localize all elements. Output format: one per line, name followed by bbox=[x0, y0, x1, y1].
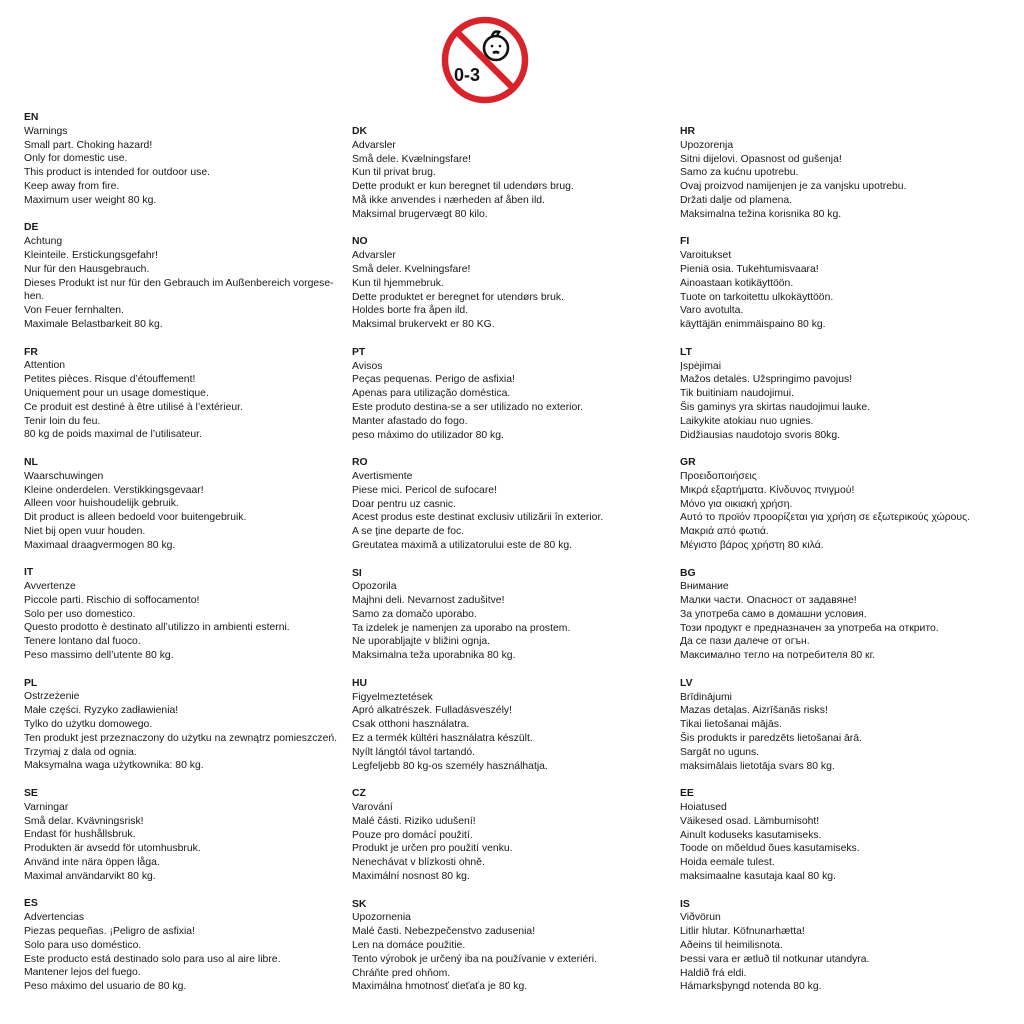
warning-heading: Varningar bbox=[24, 801, 69, 813]
warning-line: Endast för hushållsbruk. bbox=[24, 829, 136, 841]
warning-line: Små delar. Kvävningsrisk! bbox=[24, 815, 144, 827]
warning-line: Ten produkt jest przeznaczony do użytku na zewnątrz pomieszczeń. bbox=[24, 732, 338, 744]
warning-line: Piese mici. Pericol de sufocare! bbox=[352, 484, 497, 496]
warning-line: Pieniä osia. Tukehtumisvaara! bbox=[680, 263, 819, 275]
warning-block-si bbox=[352, 567, 670, 664]
warning-block-lv bbox=[680, 677, 1010, 774]
warning-line: Apró alkatrészek. Fulladásveszély! bbox=[352, 705, 512, 717]
warning-line: Von Feuer fernhalten. bbox=[24, 305, 124, 317]
warning-line: Šis produkts ir paredzēts lietošanai ārā. bbox=[680, 733, 862, 745]
warning-line: maksimālais lietotāja svars 80 kg. bbox=[680, 760, 835, 772]
warning-line: Malé části. Riziko udušení! bbox=[352, 815, 476, 827]
warning-line: Samo za kućnu upotrebu. bbox=[680, 167, 799, 179]
warning-line: Maximální nosnost 80 kg. bbox=[352, 871, 470, 883]
warning-line: Laikykite atokiau nuo ugnies. bbox=[680, 415, 814, 427]
warning-line: Greutatea maximă a utilizatorului este de 80 kg. bbox=[352, 539, 573, 551]
warning-line: Csak otthoni használatra. bbox=[352, 719, 470, 731]
language-code: CZ bbox=[352, 788, 366, 800]
warning-line: Maksimalna težina korisnika 80 kg. bbox=[680, 208, 842, 220]
language-code: HR bbox=[680, 126, 696, 137]
warning-heading: Warnings bbox=[24, 125, 68, 137]
warning-line: Maximaal draagvermogen 80 kg. bbox=[24, 539, 176, 551]
warning-line: Kleine onderdelen. Verstikkingsgevaar! bbox=[24, 484, 204, 496]
language-code: ES bbox=[24, 898, 38, 910]
warnings-column-3 bbox=[680, 125, 1010, 1008]
warning-line: Niet bij open vuur houden. bbox=[24, 525, 146, 537]
warning-line: Piezas pequeñas. ¡Peligro de asfixia! bbox=[24, 926, 195, 938]
warning-heading: Upozorenja bbox=[680, 139, 734, 151]
warning-line: Kleinteile. Erstickungsgefahr! bbox=[24, 249, 158, 261]
warning-block-no bbox=[352, 235, 670, 332]
warning-block-sk bbox=[352, 898, 670, 995]
language-code: EN bbox=[24, 112, 39, 123]
warning-line: Piccole parti. Rischio di soffocamento! bbox=[24, 594, 200, 606]
warning-line: Solo para uso doméstico. bbox=[24, 939, 142, 951]
warning-block-hu bbox=[352, 677, 670, 774]
warning-line: Maksimalna teža uporabnika 80 kg. bbox=[352, 650, 516, 662]
warning-line: Małe części. Ryzyko zadławienia! bbox=[24, 705, 179, 717]
warning-line: Manter afastado do fogo. bbox=[352, 415, 468, 427]
warning-line: Μέγιστο βάρος χρήστη 80 κιλά. bbox=[680, 539, 824, 551]
warning-line: Hoida eemale tulest. bbox=[680, 857, 775, 869]
warning-line: Doar pentru uz casnic. bbox=[352, 498, 456, 510]
warning-line: Αυτό το προϊόν προορίζεται για χρήση σε εξωτερικούς χώρους. bbox=[680, 512, 970, 524]
warning-heading: Upozornenia bbox=[352, 912, 411, 924]
warning-line: Keep away from fire. bbox=[24, 180, 120, 192]
warning-line: Þessi vara er ætluð til notkunar utandyra. bbox=[680, 953, 870, 965]
warning-heading: Attention bbox=[24, 360, 66, 372]
warning-line: Produkt je určen pro použití venku. bbox=[352, 843, 513, 855]
language-code: LV bbox=[680, 677, 693, 689]
language-code: SK bbox=[352, 898, 367, 910]
language-code: PL bbox=[24, 677, 38, 689]
warning-block-dk bbox=[352, 125, 670, 222]
language-code: DK bbox=[352, 126, 368, 137]
warning-line: Alleen voor huishoudelijk gebruik. bbox=[24, 498, 179, 510]
warning-line: A se ţine departe de foc. bbox=[352, 526, 465, 538]
language-code: IT bbox=[24, 567, 34, 579]
warning-heading: Waarschuwingen bbox=[24, 470, 104, 482]
warning-line: Trzymaj z dala od ognia. bbox=[24, 746, 137, 758]
warning-line: За употреба само в домашни условия. bbox=[680, 608, 867, 620]
warning-line: Да се пази далече от огън. bbox=[680, 636, 810, 648]
warning-line: peso máximo do utilizador 80 kg. bbox=[352, 429, 504, 441]
warning-line: Μικρά εξαρτήματα. Κίνδυνος πνιγμού! bbox=[680, 484, 855, 496]
warning-block-lt bbox=[680, 346, 1010, 443]
warning-line: Maksimal brugervægt 80 kilo. bbox=[352, 208, 488, 220]
warning-line: Максимално тегло на потребителя 80 кг. bbox=[680, 650, 876, 662]
warning-line: This product is intended for outdoor use. bbox=[24, 167, 210, 179]
language-code: GR bbox=[680, 457, 696, 469]
warning-block-bg bbox=[680, 567, 1010, 664]
warning-block-de bbox=[24, 221, 342, 331]
warning-heading: Внимание bbox=[680, 581, 729, 593]
warning-line: Använd inte nära öppen låga. bbox=[24, 857, 160, 869]
warning-line: Tento výrobok je určený iba na používanie v exteriéri. bbox=[352, 953, 597, 965]
warning-line: käyttäjän enimmäispaino 80 kg. bbox=[680, 319, 826, 331]
warning-line: Ta izdelek je namenjen za uporabo na prostem. bbox=[352, 622, 571, 634]
language-code: EE bbox=[680, 788, 694, 800]
language-code: NL bbox=[24, 456, 38, 468]
language-code: SE bbox=[24, 788, 38, 800]
warning-line: Ovaj proizvod namijenjen je za vanjsku upotrebu. bbox=[680, 181, 907, 193]
warning-line: Small part. Choking hazard! bbox=[24, 139, 153, 151]
warning-line: Maximálna hmotnosť dieťaťa je 80 kg. bbox=[352, 981, 528, 993]
warning-heading: Advertencias bbox=[24, 912, 85, 924]
warnings-column-1 bbox=[24, 111, 342, 1008]
warning-line: Tikai lietošanai mājās. bbox=[680, 719, 782, 731]
warning-line: Maximal användarvikt 80 kg. bbox=[24, 870, 156, 882]
warning-heading: Advarsler bbox=[352, 250, 396, 262]
warning-line: Aðeins til heimilisnota. bbox=[680, 940, 783, 952]
warning-line: Μακριά από φωτιά. bbox=[680, 526, 769, 538]
warning-line: Uniquement pour un usage domestique. bbox=[24, 387, 209, 399]
warning-line: Peso máximo del usuario de 80 kg. bbox=[24, 981, 187, 993]
warning-heading: Figyelmeztetések bbox=[352, 691, 433, 703]
warning-line: Pouze pro domácí použití. bbox=[352, 829, 473, 841]
warning-line: maksimaalne kasutaja kaal 80 kg. bbox=[680, 871, 836, 883]
language-code: HU bbox=[352, 677, 368, 689]
warning-line: Kun til hjemmebruk. bbox=[352, 277, 444, 289]
warning-line: Šis gaminys yra skirtas naudojimui lauke. bbox=[680, 401, 870, 413]
warning-block-hr bbox=[680, 125, 1010, 222]
warning-line: Litlir hlutar. Köfnunarhætta! bbox=[680, 926, 805, 938]
language-code: RO bbox=[352, 457, 368, 469]
warning-block-fi bbox=[680, 235, 1010, 332]
warning-block-fr bbox=[24, 346, 342, 443]
warning-line: Maksimal brukervekt er 80 KG. bbox=[352, 319, 495, 331]
warnings-column-2 bbox=[352, 125, 670, 1008]
warning-block-pl bbox=[24, 677, 342, 774]
warning-line: Hámarksþyngd notenda 80 kg. bbox=[680, 981, 822, 993]
warning-heading: Achtung bbox=[24, 236, 63, 248]
warning-line: Dette produkt er kun beregnet til udendørs brug. bbox=[352, 181, 574, 193]
warning-heading: Advarsler bbox=[352, 139, 396, 151]
warning-heading: Brīdinājumi bbox=[680, 691, 732, 703]
language-code: FI bbox=[680, 236, 690, 248]
warning-block-en bbox=[24, 111, 342, 208]
warning-heading: Avisos bbox=[352, 360, 383, 372]
warning-line: Legfeljebb 80 kg-os személy használhatja. bbox=[352, 760, 548, 772]
warning-line: Ce produit est destiné à être utilisé à l’extérieur. bbox=[24, 401, 243, 413]
warning-line: Malé časti. Nebezpečenstvo zadusenia! bbox=[352, 926, 536, 938]
warning-line: Acest produs este destinat exclusiv utilizării în exterior. bbox=[352, 512, 604, 524]
language-code: SI bbox=[352, 567, 362, 579]
warning-block-pt bbox=[352, 346, 670, 443]
warning-block-ee bbox=[680, 787, 1010, 884]
warning-line: Sitni dijelovi. Opasnost od gušenja! bbox=[680, 153, 842, 165]
warning-heading: Hoiatused bbox=[680, 802, 727, 814]
warning-line: Samo za domačo uporabo. bbox=[352, 608, 477, 620]
warning-line: Този продукт е предназначен за употреба на открито. bbox=[680, 622, 939, 634]
warning-heading: Opozorila bbox=[352, 581, 397, 593]
warning-line: Petites pièces. Risque d’étouffement! bbox=[24, 374, 196, 386]
warning-line: Toode on mõeldud õues kasutamiseks. bbox=[680, 843, 860, 855]
warning-line: Držati dalje od plamena. bbox=[680, 194, 793, 206]
warning-line: 80 kg de poids maximal de l’utilisateur. bbox=[24, 429, 202, 441]
warning-line: Tik buitiniam naudojimui. bbox=[680, 388, 794, 400]
language-code: PT bbox=[352, 346, 366, 358]
warning-block-it bbox=[24, 566, 342, 663]
language-code: LT bbox=[680, 346, 692, 358]
warning-line: Maximale Belastbarkeit 80 kg. bbox=[24, 318, 163, 330]
warning-block-is bbox=[680, 898, 1010, 995]
warning-line: Peso massimo dell’utente 80 kg. bbox=[24, 650, 174, 662]
warning-heading: Avvertenze bbox=[24, 581, 76, 593]
warning-line: Ne uporabljajte v bližini ognja. bbox=[352, 636, 491, 648]
warning-heading: Προειδοποιήσεις bbox=[680, 470, 757, 482]
warning-line: Dit product is alleen bedoeld voor buitengebruik. bbox=[24, 512, 247, 524]
warning-line: Μόνο για οικιακή χρήση. bbox=[680, 498, 793, 510]
language-code: BG bbox=[680, 567, 696, 579]
warning-line: Produkten är avsedd för utomhusbruk. bbox=[24, 843, 201, 855]
warning-line: Peças pequenas. Perigo de asfixia! bbox=[352, 374, 515, 386]
warning-line: Tenere lontano dal fuoco. bbox=[24, 636, 141, 648]
warning-line: Len na domáce použitie. bbox=[352, 940, 466, 952]
warning-line: Små deler. Kvelningsfare! bbox=[352, 263, 471, 275]
warning-line: Chráňte pred ohňom. bbox=[352, 967, 451, 979]
warning-line: Nyílt lángtól távol tartandó. bbox=[352, 746, 476, 758]
warning-line: Ainoastaan kotikäyttöön. bbox=[680, 277, 794, 289]
age-label: 0-3 bbox=[453, 65, 481, 85]
language-code: NO bbox=[352, 236, 368, 248]
warning-line: Only for domestic use. bbox=[24, 153, 128, 165]
language-code: IS bbox=[680, 898, 690, 910]
warning-line: Maximum user weight 80 kg. bbox=[24, 194, 157, 206]
warning-line: Väikesed osad. Lämbumisoht! bbox=[680, 815, 820, 827]
warning-line: Este produto destina-se a ser utilizado no exterior. bbox=[352, 401, 584, 413]
warning-block-ro bbox=[352, 456, 670, 553]
warning-heading: Varování bbox=[352, 802, 393, 814]
warning-line: Må ikke anvendes i nærheden af åben ild. bbox=[352, 194, 545, 206]
warning-line: Didžiausias naudotojo svoris 80kg. bbox=[680, 429, 840, 441]
warning-line: Holdes borte fra åpen ild. bbox=[352, 305, 469, 317]
warning-line: Små dele. Kvælningsfare! bbox=[352, 153, 471, 165]
warning-block-cz bbox=[352, 787, 670, 884]
warning-line: Tuote on tarkoitettu ulkokäyttöön. bbox=[680, 291, 834, 303]
warning-block-gr bbox=[680, 456, 1010, 553]
warning-block-se bbox=[24, 787, 342, 884]
warning-line: Solo per uso domestico. bbox=[24, 608, 136, 620]
warning-heading: Varoitukset bbox=[680, 250, 732, 262]
warning-line: Nur für den Hausgebrauch. bbox=[24, 263, 150, 275]
warning-line: Малки части. Опасност от задавяне! bbox=[680, 595, 857, 607]
warning-line: Sargāt no uguns. bbox=[680, 746, 760, 758]
warning-line: Mažos detalės. Užspringimo pavojus! bbox=[680, 374, 853, 386]
warning-line: Apenas para utilização doméstica. bbox=[352, 388, 511, 400]
warning-line: Dette produktet er beregnet for utendørs bruk. bbox=[352, 291, 564, 303]
warning-heading: Avertismente bbox=[352, 470, 413, 482]
warning-line: Nenechávat v blízkosti ohně. bbox=[352, 857, 485, 869]
warning-heading: Viðvörun bbox=[680, 912, 721, 924]
warning-line: Haldið frá eldi. bbox=[680, 967, 747, 979]
warning-line: Ez a termék kültéri használatra készült. bbox=[352, 733, 533, 745]
language-code: DE bbox=[24, 222, 39, 234]
warning-line: Mantener lejos del fuego. bbox=[24, 967, 141, 979]
warning-line: Este producto está destinado solo para uso al aire libre. bbox=[24, 953, 281, 965]
warning-heading: Ostrzeżenie bbox=[24, 691, 80, 703]
warning-line: Dieses Produkt ist nur für den Gebrauch im Außenbereich vorgese-hen. bbox=[24, 277, 334, 303]
warning-line: Tenir loin du feu. bbox=[24, 415, 101, 427]
warning-heading: Įspėjimai bbox=[680, 360, 721, 372]
warning-block-nl bbox=[24, 456, 342, 553]
warning-line: Majhni deli. Nevarnost zadušitve! bbox=[352, 595, 505, 607]
warning-line: Kun til privat brug. bbox=[352, 167, 436, 179]
warning-line: Ainult koduseks kasutamiseks. bbox=[680, 829, 822, 841]
warning-block-es bbox=[24, 897, 342, 994]
warning-line: Varo avotulta. bbox=[680, 305, 744, 317]
no-children-under-3-icon bbox=[440, 15, 530, 105]
warning-line: Tylko do użytku domowego. bbox=[24, 719, 153, 731]
language-code: FR bbox=[24, 346, 38, 358]
warning-line: Mazas detaļas. Aizrīšanās risks! bbox=[680, 705, 828, 717]
warning-line: Maksymalna waga użytkownika: 80 kg. bbox=[24, 760, 204, 772]
warning-line: Questo prodotto è destinato all’utilizzo in ambienti esterni. bbox=[24, 622, 290, 634]
